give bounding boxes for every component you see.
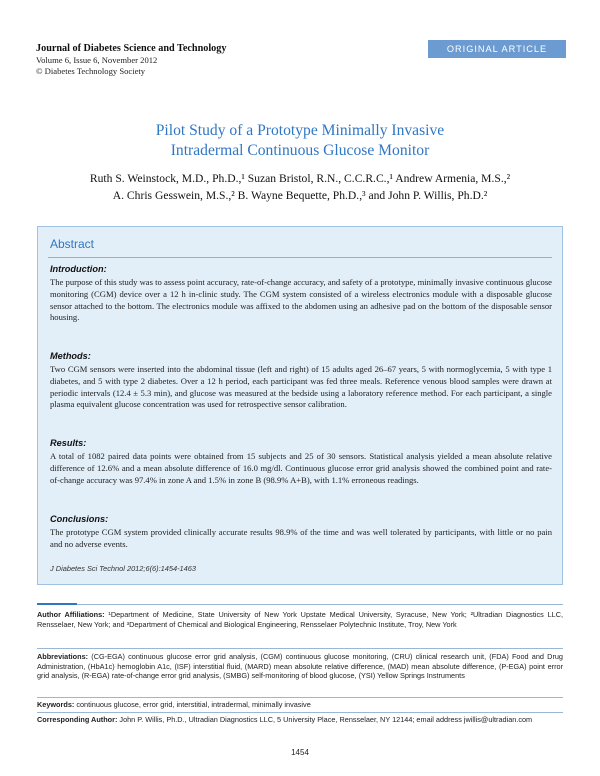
article-title-line-2: Intradermal Continuous Glucose Monitor [170,142,430,159]
abstract-section-label: Introduction: [50,264,107,274]
abstract-section-label: Methods: [50,351,91,361]
corresponding-label: Corresponding Author: [37,715,118,724]
abstract-section-text: A total of 1082 paired data points were obtained from 15 subjects and 25 of 30 sensors. Statistical analysis yielded a mean absolute relative difference of 12.6% and a mean absolute difference of 16.0 mg/dl. Continuous glucose error grid analysis showed the combined point and rate-of-change accuracy was 97.4% in zone A and 1.5% in zone B (98.9% A+B), with 1.1% erroneous readings. [50,451,552,485]
footer-divider [37,604,563,605]
article-title [40,121,560,161]
journal-title: Journal of Diabetes Science and Technology [36,43,227,54]
author-line-2: A. Chris Gesswein, M.S.,² B. Wayne Bequette, Ph.D.,³ and John P. Willis, Ph.D.² [112,189,488,202]
abstract-introduction [50,263,552,324]
abstract-section-label: Conclusions: [50,514,109,524]
article-type-badge: ORIGINAL ARTICLE [428,40,566,58]
affiliations-text: ¹Department of Medicine, State University of New York Upstate Medical University, Syracuse, New York; ²Ultradian Diagnostics LLC, Rensselaer, New York; and ³Department of Chemical and Biological Engineering, Rensselaer Polytechnic Institute, Troy, New York [37,610,563,629]
footer-accent-rule [37,603,77,605]
author-line-1: Ruth S. Weinstock, M.D., Ph.D.,¹ Suzan Bristol, R.N., C.C.R.C.,¹ Andrew Armenia, M.S.,² [89,172,511,185]
abstract-box [37,226,563,585]
abstract-section-text: The purpose of this study was to assess point accuracy, rate-of-change accuracy, and safety of a prototype, minimally invasive continuous glucose monitoring (CGM) device over a 12 h in-clinic study. The CGM system consisted of a wireless electronics module with a disposable glucose sensor attached to the bottom. The electronics module was affixed to the abdomen using an adhesive pad on the bottom of the disposable sensor housing. [50,277,552,323]
abbreviations [37,652,563,681]
footer-divider [37,712,563,713]
abstract-methods [50,350,552,411]
abstract-results [50,437,552,486]
abstract-heading: Abstract [50,237,95,251]
abstract-divider [48,257,552,258]
journal-volume: Volume 6, Issue 6, November 2012 [36,55,158,65]
article-title-line-1: Pilot Study of a Prototype Minimally Invasive [155,122,445,139]
journal-copyright: © Diabetes Technology Society [36,66,146,76]
abstract-conclusions [50,513,552,551]
footer-divider [37,697,563,698]
keywords-text: continuous glucose, error grid, interstitial, intradermal, minimally invasive [76,700,311,709]
corresponding-author [37,715,563,725]
abstract-section-label: Results: [50,438,87,448]
abbreviations-text: (CG-EGA) continuous glucose error grid analysis, (CGM) continuous glucose monitoring, (CRU) clinical research unit, (FDA) Food and Drug Administration, (HbA1c) hemoglobin A1c, (ISF) interstitial fluid, (MARD) mean absolute relative difference, (MAD) mean absolute difference, (P-EGA) point error grid analysis, (R-EGA) rate-of-change error grid analysis, (SMBG) self-monitoring of blood glucose, (YSI) Yellow Springs Instruments [37,652,563,681]
abbreviations-label: Abbreviations: [37,652,89,661]
page-number: 1454 [291,748,309,757]
affiliations-label: Author Affiliations: [37,610,105,619]
keywords [37,700,563,710]
author-list [40,170,560,204]
abstract-section-text: The prototype CGM system provided clinically accurate results 98.9% of the time and was well tolerated by participants, with little or no pain and no adverse events. [50,527,552,549]
abstract-section-text: Two CGM sensors were inserted into the abdominal tissue (left and right) of 15 adults aged 26–67 years, 5 with normoglycemia, 5 with type 1 diabetes, and 5 with type 2 diabetes. Over a 12 h period, each participant was fed three meals. Reference venous blood samples were drawn at periodic intervals (12.4 ± 5.3 min), and glucose was measured at the bedside using a laboratory reference method. For each participant, a single plasma equivalent glucose concentration was used for retrospective sensor calibration. [50,364,552,410]
author-affiliations [37,610,563,629]
corresponding-text: John P. Willis, Ph.D., Ultradian Diagnostics LLC, 5 University Place, Rensselaer, NY 12144; email address jwillis@ultradian.com [119,715,533,724]
journal-citation: J Diabetes Sci Technol 2012;6(6):1454-1463 [50,564,196,573]
journal-header [36,42,336,77]
keywords-label: Keywords: [37,700,75,709]
footer-divider [37,648,563,649]
